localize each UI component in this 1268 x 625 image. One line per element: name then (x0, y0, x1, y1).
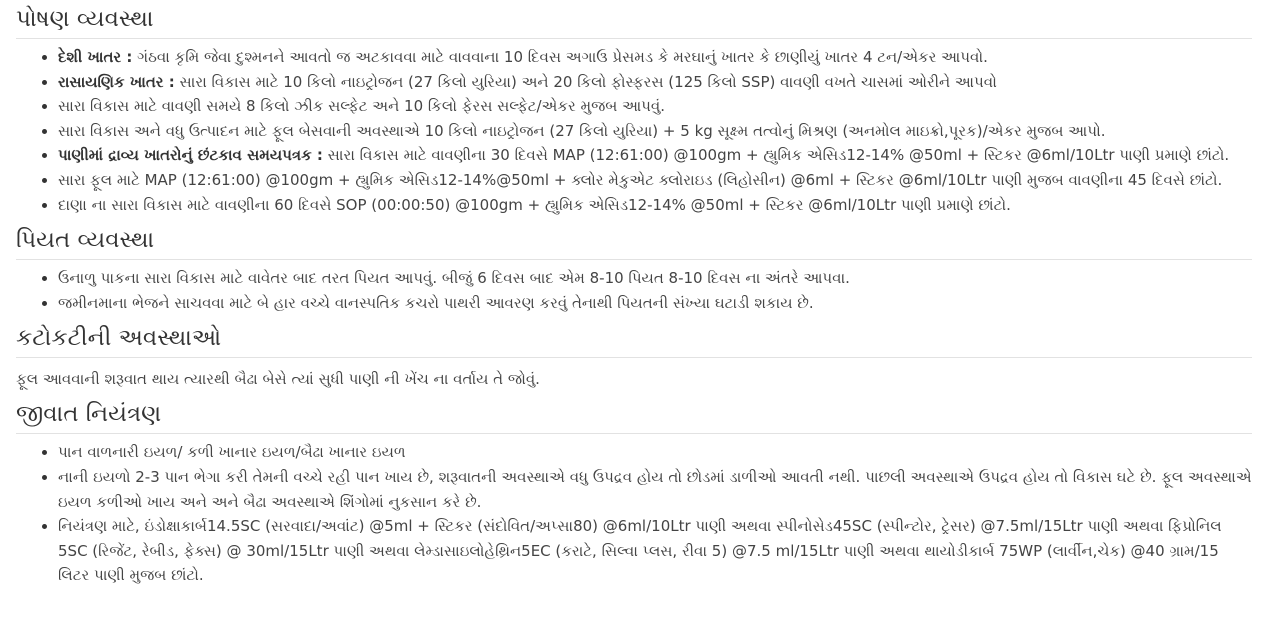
section-heading-critical-stages: કટોકટીની અવસ્થાઓ (16, 321, 1252, 358)
list-item (58, 70, 1252, 95)
section-heading-nutrition: પોષણ વ્યવસ્થા (16, 2, 1252, 39)
item-label: રાસાયણિક ખાતર : (58, 72, 175, 91)
list-item (58, 119, 1252, 144)
section-heading-pest-control: જીવાત નિયંત્રણ (16, 397, 1252, 434)
list-item (58, 143, 1252, 168)
pest-control-list (16, 440, 1252, 588)
list-item (58, 440, 1252, 465)
list-item (58, 266, 1252, 291)
item-text: સારા વિકાસ માટે વાવણી સમયે 8 કિલો ઝીક સલ્ફેટ અને 10 કિલો ફેરસ સલ્ફેટ/એકર મુજબ આપવું. (58, 97, 666, 116)
nutrition-list (16, 45, 1252, 217)
irrigation-list (16, 266, 1252, 315)
item-text: ઉનાળુ પાકના સારા વિકાસ માટે વાવેતર બાદ તરત પિયત આપવું. બીજું 6 દિવસ બાદ એમ 8-10 પિયત 8-10 દિવસ ના અંતરે આપવા. (58, 269, 850, 288)
item-text: સારા વિકાસ માટે વાવણીના 30 દિવસે MAP (12:61:00) @100gm + હ્યુમિક એસિડ12-14% @50ml + સ્ટિકર @6ml/10Ltr પાણી પ્રમાણે છાંટો. (322, 146, 1230, 165)
item-text: નાની ઇયળો 2-3 પાન ભેગા કરી તેમની વચ્ચે રહી પાન ખાય છે, શરૂવાતની અવસ્થાએ વધુ ઉપદ્રવ હોય તો છોડમાં ડાળીઓ આવતી નથી. પાછલી અવસ્થાએ ઉપદ્રવ હોય તો વિકાસ ઘટે છે. ફૂલ અવસ્થાએ ઇયળ કળીઓ ખાય અને અને બૈઢા અવસ્થાએ શિંગોમાં નુકસાન કરે છે. (58, 467, 1252, 511)
item-text: સારા વિકાસ માટે 10 કિલો નાઇટ્રોજન (27 કિલો યુરિયા) અને 20 કિલો ફોસ્ફરસ (125 કિલો SSP) વાવણી વખતે ચાસમાં ઓરીને આપવો (174, 72, 997, 91)
item-text: ગંઠવા કૃમિ જેવા દુશ્મનને આવતો જ અટકાવવા માટે વાવવાના 10 દિવસ અગાઉ પ્રેસમડ કે મરઘાનું ખાતર કે છાણીયું ખાતર 4 ટન/એકર આપવો. (132, 48, 988, 66)
list-item (58, 94, 1252, 119)
item-label: દેશી ખાતર : (58, 48, 133, 66)
list-item (58, 45, 1252, 70)
section-heading-irrigation: પિયત વ્યવસ્થા (16, 223, 1252, 260)
critical-stages-paragraph: ફૂલ આવવાની શરૂવાત થાય ત્યારથી બૈઢા બેસે ત્યાં સુધી પાણી ની ખેંચ ના વર્તાય તે જોવું. (16, 370, 540, 389)
list-item (58, 291, 1252, 316)
item-text: સારા વિકાસ અને વધુ ઉત્પાદન માટે ફૂલ બેસવાની અવસ્થાએ 10 કિલો નાઇટ્રોજન (27 કિલો યુરિયા) + 5 kg સૂક્ષ્મ તત્વોનું મિશ્રણ (અનમોલ માઇક્રો,પૂરક)/એકર મુજબ આપો. (58, 121, 1106, 140)
item-text: જમીનમાના ભેજને સાચવવા માટે બે હાર વચ્ચે વાનસ્પતિક કચરો પાથરી આવરણ કરવું તેનાથી પિયતની સંખ્યા ઘટાડી શકાય છે. (58, 293, 814, 312)
item-text: નિયંત્રણ માટે, ઇંડોક્ષાકાર્બ14.5SC (સરવાદા/અવાંટ) @5ml + સ્ટિકર (સંદોવિત/અપ્સા80) @6ml/10Ltr પાણી અથવા સ્પીનોસેડ45SC (સ્પીન્ટોર, ટ્રેસર) @7.5ml/15Ltr પાણી અથવા ફિપ્રોનિલ 5SC (રિજેંટ, રેબીડ, ફેક્સ) @ 30ml/15Ltr પાણી અથવા લેમ્ડાસાઇલોહેથ્રિન5EC (કરાટે, સિલ્વા પ્લસ, રીવા 5) @7.5 ml/15Ltr પાણી અથવા થાયોડીકાર્બ 75WP (લાર્વીન,ચેક) @40 ગ્રામ/15 લિટર પાણી મુજબ છાંટો. (58, 517, 1222, 585)
list-item (58, 465, 1252, 514)
item-text: પાન વાળનારી ઇયળ/ કળી ખાનાર ઇયળ/બૈઢા ખાનાર ઇયળ (58, 443, 406, 462)
list-item (58, 514, 1252, 588)
item-text: દાણા ના સારા વિકાસ માટે વાવણીના 60 દિવસે SOP (00:00:50) @100gm + હ્યુમિક એસિડ12-14% @50ml + સ્ટિકર @6ml/10Ltr પાણી પ્રમાણે છાંટો. (58, 195, 1011, 214)
list-item (58, 193, 1252, 218)
item-label: પાણીમાં દ્રાવ્ય ખાતરોનું છંટકાવ સમયપત્રક : (58, 146, 323, 165)
list-item (58, 168, 1252, 193)
item-text: સારા ફૂલ માટે MAP (12:61:00) @100gm + હ્યુમિક એસિડ12-14%@50ml + ક્લોર મેકુએટ ક્લોરાઇડ (લિહોસીન) @6ml + સ્ટિકર @6ml/10Ltr પાણી મુજબ વાવણીના 45 દિવસે છાંટો. (58, 170, 1223, 189)
